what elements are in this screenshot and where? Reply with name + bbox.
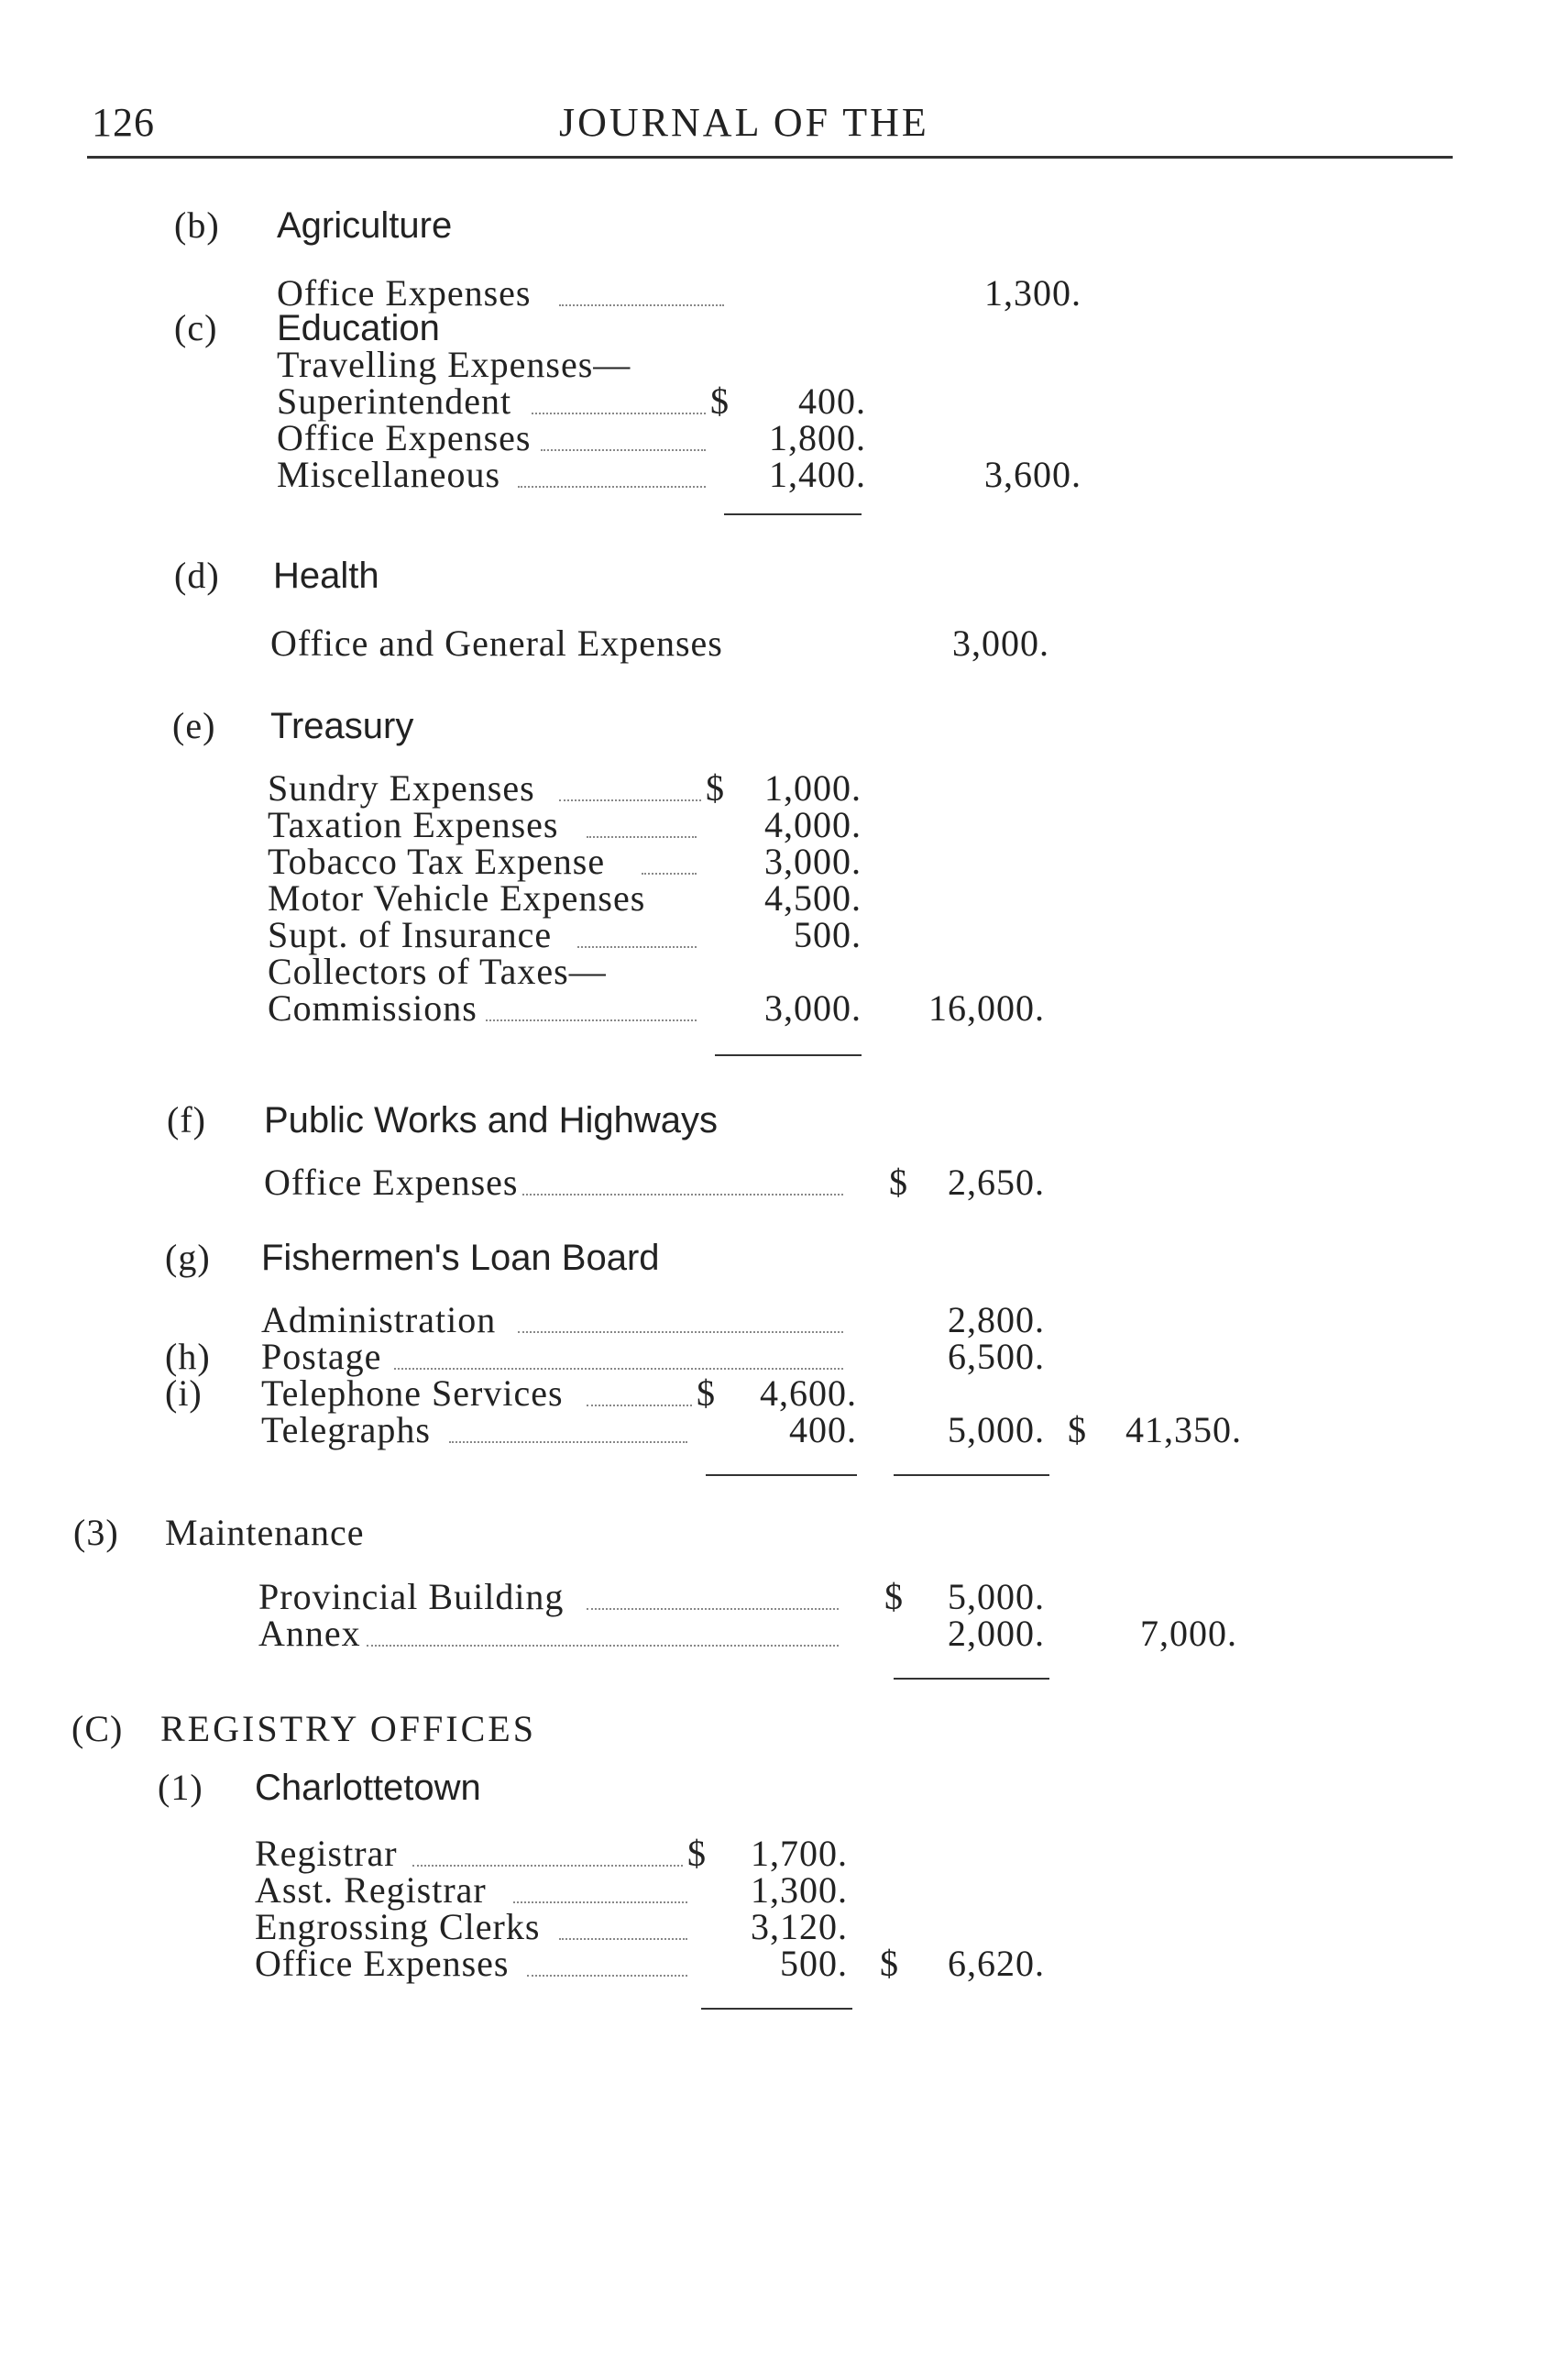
line-item-amount: 3,000.	[952, 623, 1049, 664]
line-item-amount: 500.	[794, 914, 862, 955]
leader-dots	[642, 873, 697, 875]
line-item-amount: 400.	[798, 380, 866, 422]
line-item-label: Tobacco Tax Expense	[268, 841, 606, 882]
section-heading-education: Education	[277, 308, 440, 348]
line-item-label: Motor Vehicle Expenses	[268, 877, 646, 919]
line-item-amount: 1,800.	[769, 417, 866, 458]
section-label-3: (3)	[73, 1512, 119, 1553]
line-item-label: Collectors of Taxes—	[268, 951, 607, 992]
line-item-amount: 1,300.	[751, 1869, 848, 1911]
line-item-amount: 2,000.	[948, 1613, 1045, 1654]
section-heading-charlottetown: Charlottetown	[255, 1768, 481, 1808]
leader-dots	[532, 413, 706, 414]
line-item-amount: 6,500.	[948, 1336, 1045, 1377]
section-total: 6,620.	[948, 1943, 1045, 1984]
line-item-label: Provincial Building	[258, 1576, 565, 1617]
line-item-label: Office Expenses	[277, 272, 532, 314]
line-item-label: Asst. Registrar	[255, 1869, 487, 1911]
grand-total: 41,350.	[1125, 1409, 1242, 1450]
section-heading-health: Health	[273, 556, 379, 596]
section-label-1: (1)	[158, 1767, 203, 1808]
sum-rule	[894, 1678, 1049, 1680]
dollar-sign: $	[884, 1576, 904, 1617]
leader-dots	[394, 1368, 843, 1370]
leader-dots	[559, 304, 724, 306]
section-total: 7,000.	[1140, 1613, 1237, 1654]
line-item-label: Office and General Expenses	[270, 623, 723, 664]
section-label-C: (C)	[71, 1708, 124, 1749]
line-item-amount: 500.	[780, 1943, 848, 1984]
line-item-amount: 4,600.	[760, 1372, 857, 1414]
leader-dots	[486, 1019, 697, 1021]
section-label-i: (i)	[165, 1372, 203, 1414]
leader-dots	[559, 799, 701, 801]
section-label-d: (d)	[174, 555, 220, 596]
dollar-sign: $	[710, 380, 730, 422]
line-item-label: Registrar	[255, 1833, 398, 1874]
line-item-label: Office Expenses	[277, 417, 532, 458]
leader-dots	[513, 1901, 687, 1903]
section-heading-fishermens-loan-board: Fishermen's Loan Board	[261, 1238, 660, 1278]
section-total: 16,000.	[928, 987, 1045, 1029]
header-rule	[87, 156, 1453, 159]
line-item-label: Annex	[258, 1613, 361, 1654]
dollar-sign: $	[1068, 1409, 1087, 1450]
section-label-b: (b)	[174, 204, 220, 246]
leader-dots	[541, 449, 706, 451]
line-item-label: Sundry Expenses	[268, 767, 535, 809]
dollar-sign: $	[706, 767, 725, 809]
leader-dots	[449, 1441, 687, 1443]
line-item-amount: 3,000.	[764, 841, 862, 882]
sum-rule	[701, 2008, 852, 2010]
line-item-label: Office Expenses	[264, 1162, 519, 1203]
section-label-h: (h)	[165, 1336, 211, 1377]
dollar-sign: $	[889, 1162, 908, 1203]
leader-dots	[522, 1194, 843, 1196]
dollar-sign: $	[697, 1372, 716, 1414]
line-item-amount: 3,000.	[764, 987, 862, 1029]
line-item-amount: 1,300.	[984, 272, 1081, 314]
sub-heading: Travelling Expenses—	[277, 344, 631, 385]
line-item-amount: 2,800.	[948, 1299, 1045, 1340]
leader-dots	[527, 1975, 687, 1977]
line-item-amount: 3,120.	[751, 1906, 848, 1947]
page-number: 126	[92, 100, 155, 145]
leader-dots	[587, 1405, 692, 1406]
line-item-label: Miscellaneous	[277, 454, 501, 495]
leader-dots	[587, 836, 697, 838]
line-item-label: Office Expenses	[255, 1943, 510, 1984]
leader-dots	[518, 1331, 843, 1333]
leader-dots	[559, 1938, 687, 1940]
section-label-g: (g)	[165, 1237, 211, 1278]
section-heading-registry-offices: REGISTRY OFFICES	[160, 1708, 536, 1749]
leader-dots	[577, 946, 697, 948]
section-label-c: (c)	[174, 307, 218, 348]
section-total: 5,000.	[948, 1409, 1045, 1450]
section-heading-maintenance: Maintenance	[165, 1512, 365, 1553]
sum-rule	[724, 513, 862, 515]
page-title: JOURNAL OF THE	[559, 100, 929, 145]
line-item-amount: 1,700.	[751, 1833, 848, 1874]
section-label-f: (f)	[167, 1099, 206, 1140]
section-label-e: (e)	[172, 705, 216, 746]
line-item-amount: 1,400.	[769, 454, 866, 495]
line-item-amount: 5,000.	[948, 1576, 1045, 1617]
line-item-amount: 2,650.	[948, 1162, 1045, 1203]
line-item-label: Supt. of Insurance	[268, 914, 553, 955]
section-total: 3,600.	[984, 454, 1081, 495]
line-item-label: Commissions	[268, 987, 478, 1029]
leader-dots	[367, 1645, 839, 1647]
section-heading-public-works: Public Works and Highways	[264, 1100, 719, 1140]
sum-rule	[715, 1054, 862, 1056]
line-item-label: Taxation Expenses	[268, 804, 559, 845]
line-item-label: Engrossing Clerks	[255, 1906, 541, 1947]
line-item-amount: 4,000.	[764, 804, 862, 845]
sum-rule	[706, 1474, 857, 1476]
line-item-amount: 1,000.	[764, 767, 862, 809]
leader-dots	[587, 1608, 839, 1610]
line-item-label: Administration	[261, 1299, 497, 1340]
line-item-label: Telephone Services	[261, 1372, 564, 1414]
leader-dots	[518, 486, 706, 488]
line-item-label: Postage	[261, 1336, 382, 1377]
leader-dots	[412, 1865, 683, 1867]
sum-rule	[894, 1474, 1049, 1476]
dollar-sign: $	[687, 1833, 707, 1874]
line-item-label: Telegraphs	[261, 1409, 431, 1450]
section-heading-agriculture: Agriculture	[277, 205, 453, 246]
section-heading-treasury: Treasury	[270, 706, 414, 746]
line-item-amount: 4,500.	[764, 877, 862, 919]
line-item-amount: 400.	[789, 1409, 857, 1450]
line-item-label: Superintendent	[277, 380, 512, 422]
dollar-sign: $	[880, 1943, 899, 1984]
